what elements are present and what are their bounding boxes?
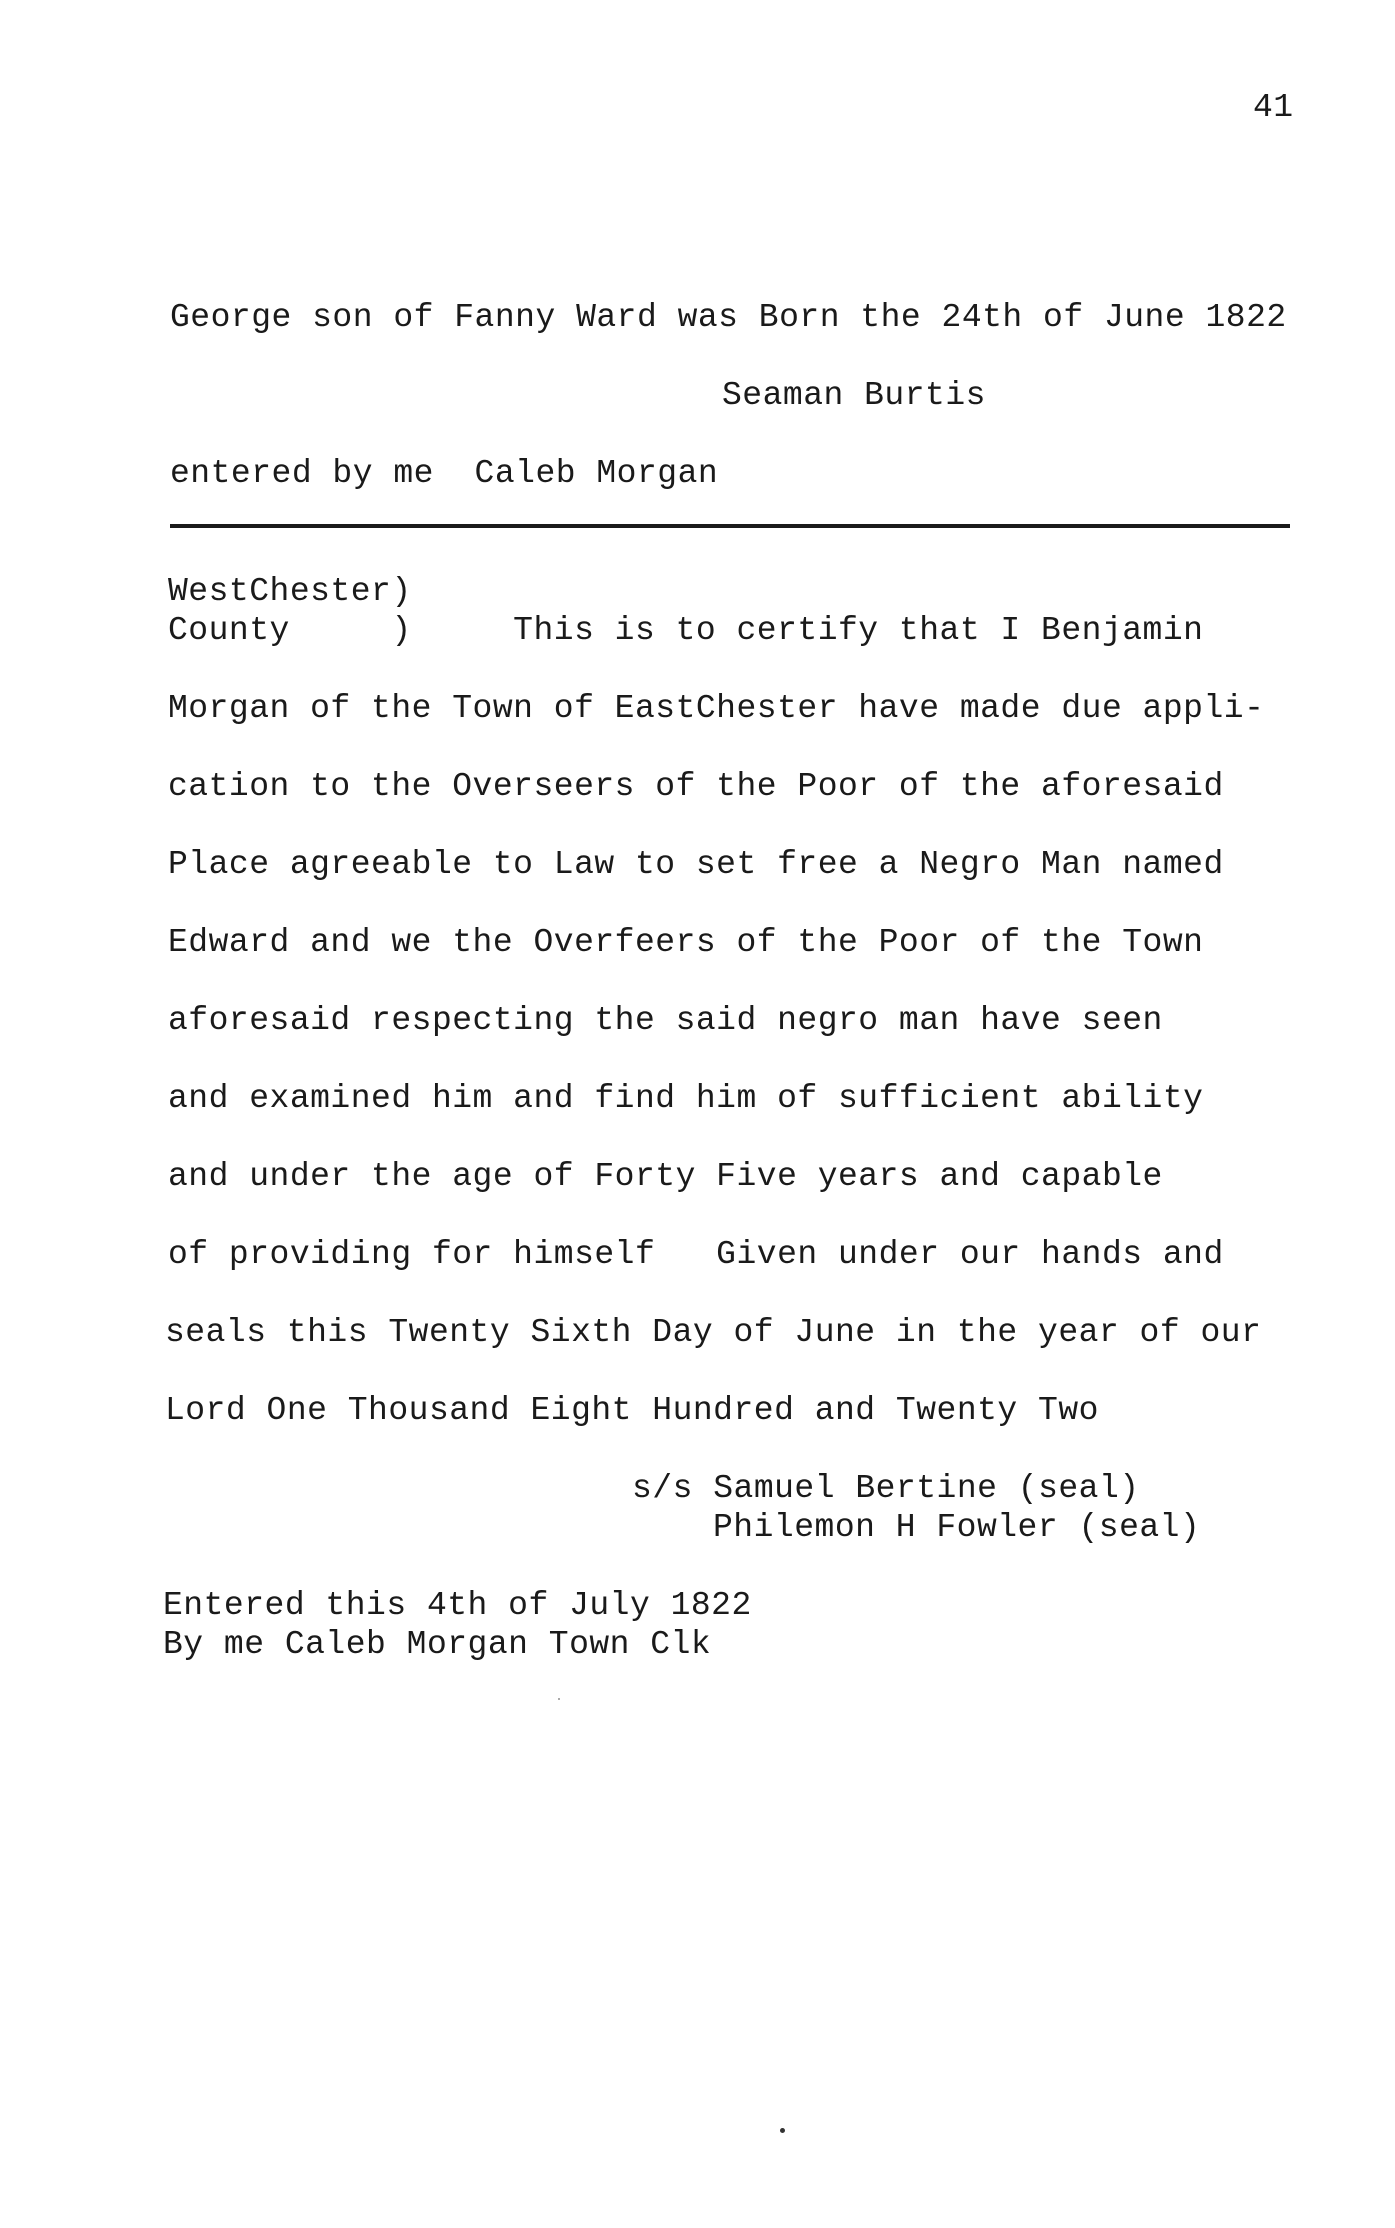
signature-samuel-bertine: s/s Samuel Bertine (seal) <box>632 1470 1140 1507</box>
entry-note-line-1: Entered this 4th of July 1822 <box>163 1587 752 1624</box>
page-number: 41 <box>1253 89 1294 126</box>
certificate-line: of providing for himself Given under our hands and <box>168 1236 1224 1273</box>
county-line-1: WestChester) <box>168 573 412 610</box>
birth-record-entered-by: entered by me Caleb Morgan <box>170 455 719 492</box>
certificate-line: Place agreeable to Law to set free a Negro Man named <box>168 846 1224 883</box>
entry-note-line-2: By me Caleb Morgan Town Clk <box>163 1626 712 1663</box>
certificate-line: Morgan of the Town of EastChester have made due appli- <box>168 690 1265 727</box>
certificate-line: Edward and we the Overfeers of the Poor of the Town <box>168 924 1204 961</box>
certificate-line: cation to the Overseers of the Poor of the aforesaid <box>168 768 1224 805</box>
certificate-line: Lord One Thousand Eight Hundred and Twenty Two <box>165 1392 1099 1429</box>
certificate-line: and examined him and find him of sufficient ability <box>168 1080 1204 1117</box>
county-line-2: County ) This is to certify that I Benjamin <box>168 612 1204 649</box>
certificate-line: seals this Twenty Sixth Day of June in the year of our <box>165 1314 1262 1351</box>
certificate-line: aforesaid respecting the said negro man have seen <box>168 1002 1163 1039</box>
certificate-line: and under the age of Forty Five years and capable <box>168 1158 1163 1195</box>
scan-speck <box>780 2128 785 2133</box>
signature-philemon-fowler: Philemon H Fowler (seal) <box>713 1509 1201 1546</box>
scan-speck <box>558 1698 560 1700</box>
birth-record-line: George son of Fanny Ward was Born the 24th of June 1822 <box>170 299 1287 336</box>
birth-record-recorder: Seaman Burtis <box>722 377 986 414</box>
horizontal-rule <box>170 524 1290 528</box>
